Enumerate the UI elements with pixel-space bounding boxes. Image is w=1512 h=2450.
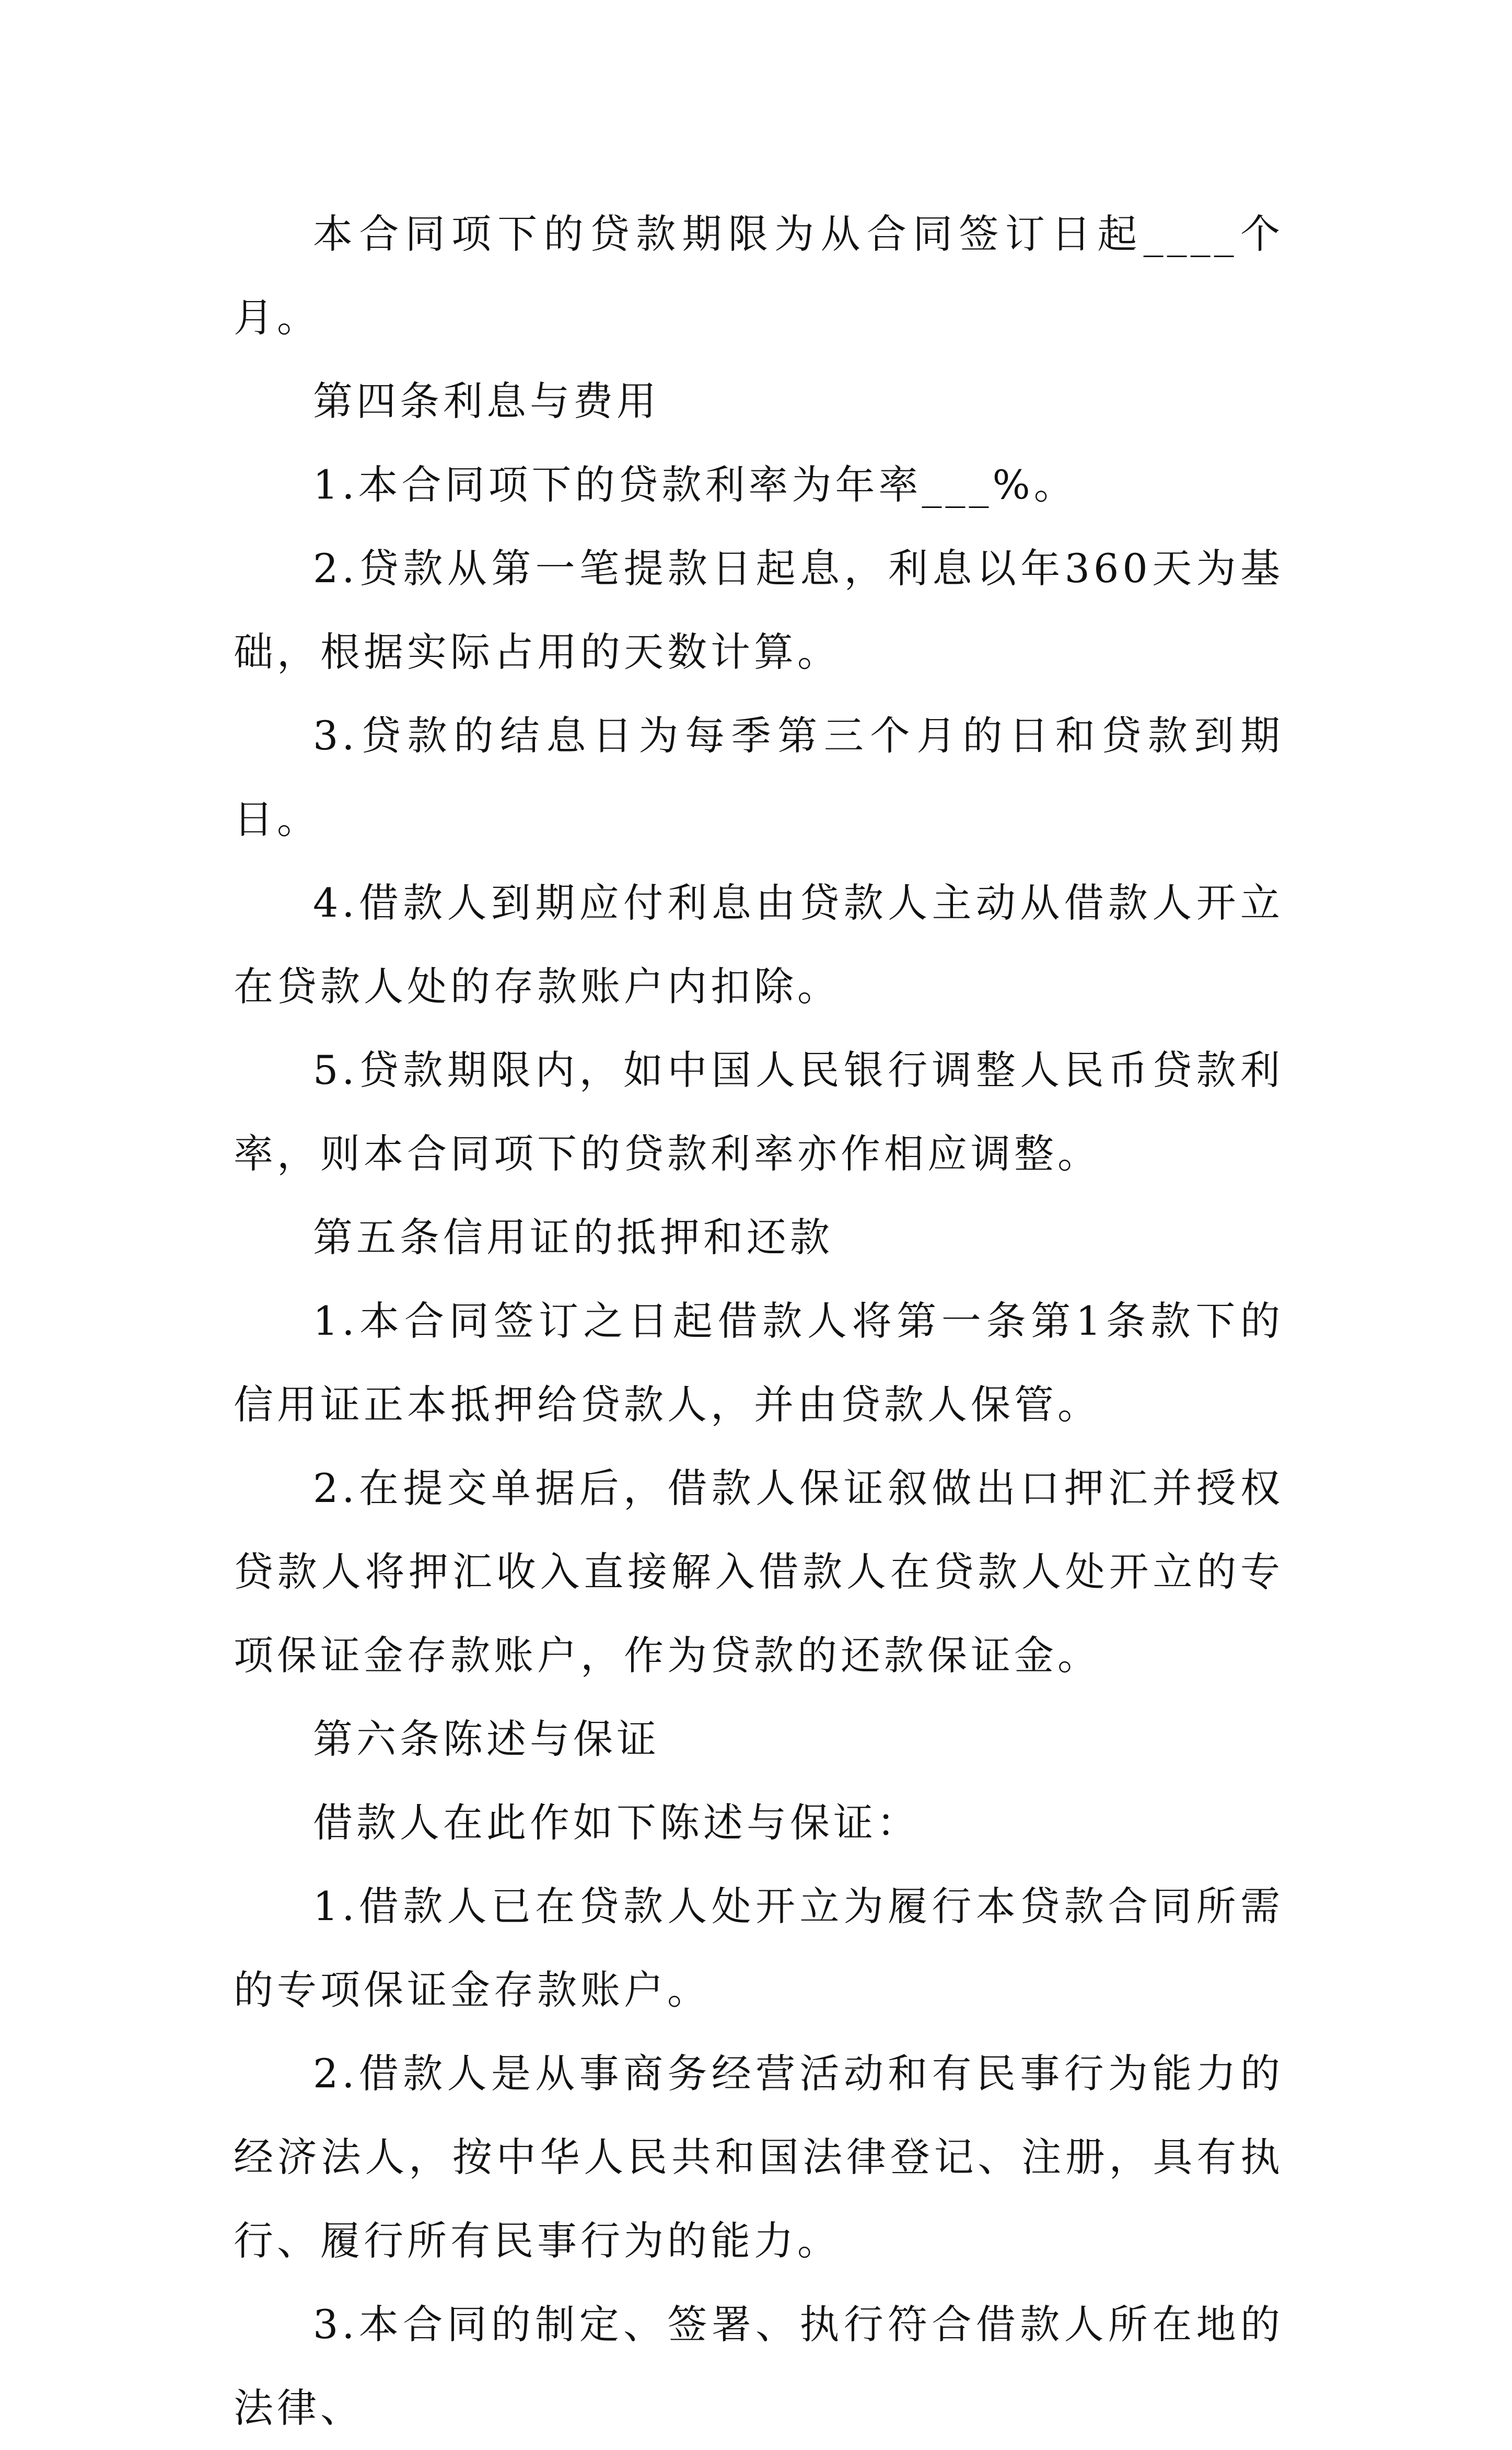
- paragraph-4-3: 3.贷款的结息日为每季第三个月的日和贷款到期日。: [234, 712, 1284, 842]
- paragraph-6-3: 3.本合同的制定、签署、执行符合借款人所在地的法律、: [234, 2301, 1284, 2431]
- paragraph-4-2: 2.贷款从第一笔提款日起息，利息以年360天为基础，根据实际占用的天数计算。: [234, 545, 1284, 675]
- paragraph-5-2: 2.在提交单据后，借款人保证叙做出口押汇并授权贷款人将押汇收入直接解入借款人在贷款人处开立的专项保证金存款账户，作为贷款的还款保证金。: [234, 1465, 1284, 1679]
- heading-article-5: 第五条信用证的抵押和还款: [313, 1214, 833, 1261]
- paragraph-5-1: 1.本合同签订之日起借款人将第一条第1条款下的信用证正本抵押给贷款人，并由贷款人保管。: [234, 1298, 1284, 1428]
- heading-article-4: 第四条利息与费用: [313, 378, 660, 424]
- document-body: [234, 192, 1284, 2450]
- paragraph-4-4: 4.借款人到期应付利息由贷款人主动从借款人开立在贷款人处的存款账户内扣除。: [234, 880, 1284, 1010]
- paragraph-4-1: 1.本合同项下的贷款利率为年率___%。: [313, 461, 1077, 508]
- paragraph-6-1: 1.借款人已在贷款人处开立为履行本贷款合同所需的专项保证金存款账户。: [234, 1883, 1284, 2013]
- paragraph-6-2: 2.借款人是从事商务经营活动和有民事行为能力的经济法人，按中华人民共和国法律登记、注册，具有执行、履行所有民事行为的能力。: [234, 2050, 1284, 2264]
- heading-article-6: 第六条陈述与保证: [313, 1716, 660, 1762]
- paragraph-loan-term: 本合同项下的贷款期限为从合同签订日起____个月。: [234, 211, 1284, 341]
- paragraph-6-intro: 借款人在此作如下陈述与保证：: [313, 1799, 920, 1846]
- paragraph-4-5: 5.贷款期限内，如中国人民银行调整人民币贷款利率，则本合同项下的贷款利率亦作相应调整。: [234, 1047, 1284, 1177]
